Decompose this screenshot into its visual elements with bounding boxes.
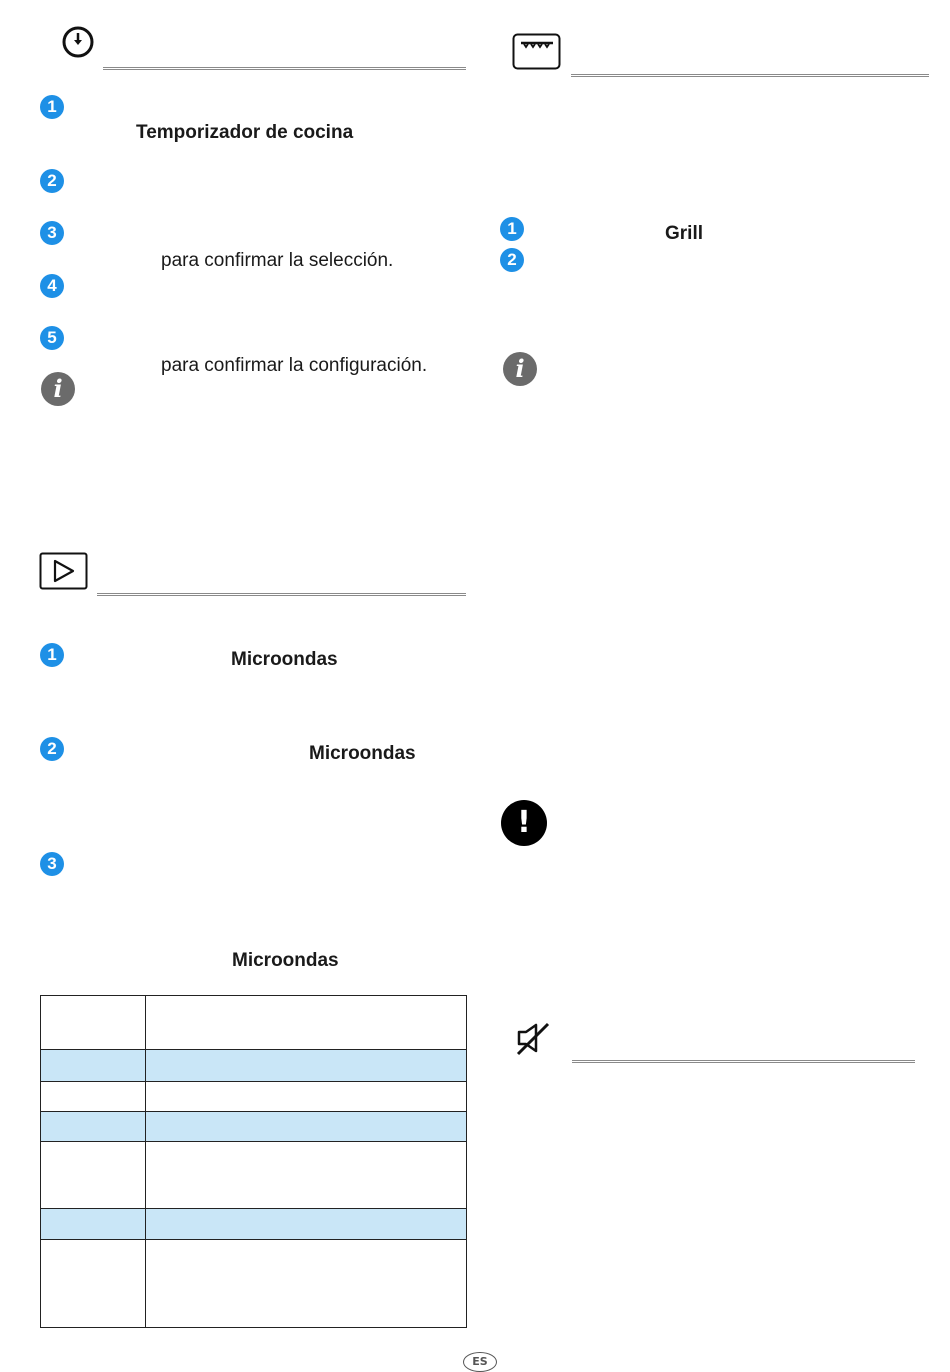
step-number: 1 xyxy=(40,95,64,119)
step-number: 1 xyxy=(500,217,524,241)
language-badge: ES xyxy=(463,1352,497,1372)
step-number: 5 xyxy=(40,326,64,350)
step-number: 2 xyxy=(500,248,524,272)
table-row xyxy=(41,1112,467,1142)
microwave-step2-label: Microondas xyxy=(309,743,416,764)
table-row xyxy=(41,1142,467,1209)
section-divider xyxy=(97,593,466,596)
warning-icon: ! xyxy=(501,800,547,846)
step-number: 2 xyxy=(40,737,64,761)
microwave-power-table xyxy=(40,995,467,1328)
info-icon: i xyxy=(503,352,537,386)
step-number: 2 xyxy=(40,169,64,193)
grill-icon xyxy=(512,33,562,71)
table-row xyxy=(41,1082,467,1112)
section-divider xyxy=(571,74,929,77)
microwave-step1-label: Microondas xyxy=(231,649,338,670)
table-row xyxy=(41,1240,467,1328)
step-number: 3 xyxy=(40,852,64,876)
table-row xyxy=(41,1050,467,1082)
play-button-icon xyxy=(39,552,89,592)
step-number: 3 xyxy=(40,221,64,245)
section-divider xyxy=(572,1060,915,1063)
grill-step1-label: Grill xyxy=(665,223,704,244)
step-number: 4 xyxy=(40,274,64,298)
timer-step5-text: para confirmar la configuración. xyxy=(161,355,428,376)
info-icon: i xyxy=(41,372,75,406)
mute-speaker-icon xyxy=(514,1020,552,1058)
section-divider xyxy=(103,67,466,70)
table-row xyxy=(41,1209,467,1240)
step-number: 1 xyxy=(40,643,64,667)
timer-step3-text: para confirmar la selección. xyxy=(161,250,394,271)
timer-step1-label: Temporizador de cocina xyxy=(136,122,354,143)
clock-timer-icon xyxy=(61,25,95,59)
table-caption: Microondas xyxy=(232,950,339,971)
table-row xyxy=(41,996,467,1050)
